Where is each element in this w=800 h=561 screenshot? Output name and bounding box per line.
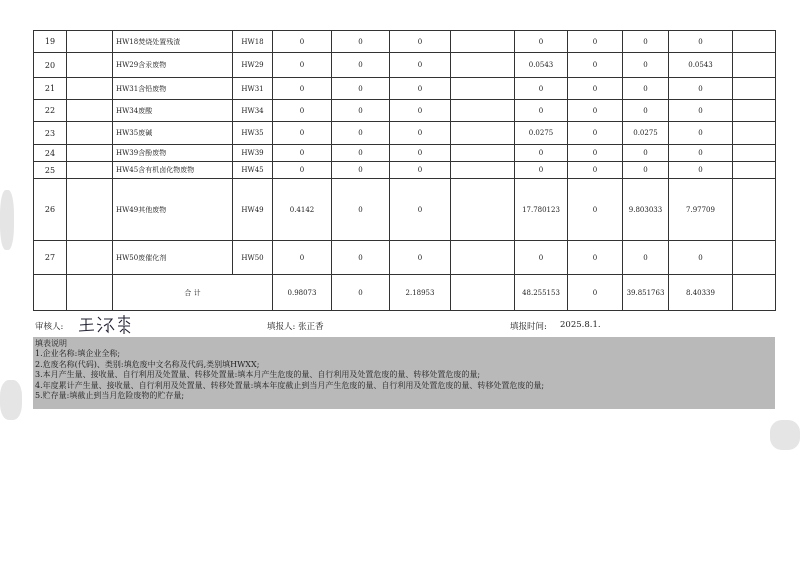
table-row — [34, 241, 776, 275]
waste-name: HW34废酸 — [113, 100, 233, 122]
value-cell — [733, 179, 776, 241]
waste-code: HW29 — [233, 53, 273, 78]
waste-code: HW39 — [233, 145, 273, 162]
value-cell — [451, 179, 515, 241]
blank-cell — [67, 122, 113, 145]
waste-name: HW45含有机卤化物废物 — [113, 162, 233, 179]
row-number: 20 — [34, 53, 67, 78]
value-cell: 0 — [568, 78, 623, 100]
value-cell: 0 — [669, 100, 733, 122]
value-cell: 0 — [273, 78, 332, 100]
value-cell: 0 — [273, 53, 332, 78]
total-value: 0 — [332, 275, 390, 311]
reviewer-label: 审核人: — [35, 322, 64, 332]
blank-cell — [67, 275, 113, 311]
value-cell: 17.780123 — [515, 179, 568, 241]
value-cell: 0 — [623, 78, 669, 100]
value-cell: 0 — [273, 241, 332, 275]
value-cell: 0 — [332, 145, 390, 162]
value-cell — [733, 31, 776, 53]
value-cell: 0 — [568, 162, 623, 179]
total-value: 48.255153 — [515, 275, 568, 311]
waste-name: HW35废碱 — [113, 122, 233, 145]
value-cell — [451, 78, 515, 100]
value-cell: 0 — [332, 179, 390, 241]
row-number: 19 — [34, 31, 67, 53]
waste-code: HW35 — [233, 122, 273, 145]
blank-cell — [67, 241, 113, 275]
blank-cell — [34, 275, 67, 311]
waste-name: HW49其他废物 — [113, 179, 233, 241]
row-number: 25 — [34, 162, 67, 179]
total-value: 8.40339 — [669, 275, 733, 311]
value-cell: 0.0275 — [623, 122, 669, 145]
value-cell: 0 — [390, 53, 451, 78]
blank-cell — [67, 145, 113, 162]
value-cell: 0 — [332, 31, 390, 53]
value-cell: 0 — [568, 241, 623, 275]
value-cell — [451, 162, 515, 179]
total-row — [34, 275, 776, 311]
row-number: 22 — [34, 100, 67, 122]
value-cell: 0 — [273, 100, 332, 122]
value-cell — [733, 122, 776, 145]
blank-cell — [67, 53, 113, 78]
value-cell — [733, 241, 776, 275]
waste-table — [33, 30, 776, 311]
waste-code: HW49 — [233, 179, 273, 241]
value-cell: 0 — [669, 162, 733, 179]
fill-time-label: 填报时间: — [510, 322, 547, 332]
value-cell: 0.0543 — [669, 53, 733, 78]
value-cell — [451, 241, 515, 275]
waste-code: HW18 — [233, 31, 273, 53]
value-cell: 0 — [273, 122, 332, 145]
value-cell: 0 — [390, 100, 451, 122]
value-cell — [451, 53, 515, 78]
value-cell: 0 — [390, 31, 451, 53]
waste-code: HW34 — [233, 100, 273, 122]
value-cell: 0 — [515, 162, 568, 179]
value-cell: 0 — [568, 179, 623, 241]
row-number: 27 — [34, 241, 67, 275]
table-row — [34, 145, 776, 162]
row-number: 26 — [34, 179, 67, 241]
instruction-line: 3.本月产生量、接收量、自行利用及处置量、转移处置量:填本月产生危废的量、自行利用及处置危废的量、转移处置危废的量; — [35, 370, 481, 380]
value-cell — [733, 78, 776, 100]
table-row — [34, 78, 776, 100]
value-cell: 0 — [515, 145, 568, 162]
value-cell: 0 — [623, 100, 669, 122]
instruction-line: 5.贮存量:填截止到当月危险废物的贮存量; — [35, 391, 185, 401]
scan-smudge — [0, 190, 14, 250]
value-cell: 0 — [332, 78, 390, 100]
blank-cell — [67, 100, 113, 122]
value-cell: 0.4142 — [273, 179, 332, 241]
value-cell: 0 — [390, 162, 451, 179]
reviewer-signature — [78, 313, 133, 335]
value-cell: 0 — [669, 145, 733, 162]
total-value — [451, 275, 515, 311]
row-number: 23 — [34, 122, 67, 145]
value-cell — [733, 100, 776, 122]
instruction-line: 1.企业名称:填企业全称; — [35, 349, 121, 359]
blank-cell — [67, 162, 113, 179]
value-cell: 0 — [623, 162, 669, 179]
table-row — [34, 179, 776, 241]
value-cell: 0 — [390, 241, 451, 275]
waste-name: HW18焚烧处置残渣 — [113, 31, 233, 53]
value-cell: 0 — [623, 53, 669, 78]
value-cell: 0 — [390, 78, 451, 100]
value-cell — [733, 53, 776, 78]
value-cell: 0.0543 — [515, 53, 568, 78]
value-cell: 0 — [568, 100, 623, 122]
value-cell: 0 — [669, 31, 733, 53]
value-cell: 0 — [669, 122, 733, 145]
value-cell: 0 — [273, 145, 332, 162]
value-cell: 9.803033 — [623, 179, 669, 241]
blank-cell — [67, 78, 113, 100]
waste-name: HW29含汞废物 — [113, 53, 233, 78]
value-cell: 0 — [568, 122, 623, 145]
instructions-panel — [33, 337, 775, 409]
instructions-title: 填表说明 — [35, 339, 67, 348]
value-cell: 0 — [332, 241, 390, 275]
value-cell — [451, 100, 515, 122]
total-value: 39.851763 — [623, 275, 669, 311]
table-row — [34, 122, 776, 145]
scan-smudge — [770, 420, 800, 450]
value-cell: 7.97709 — [669, 179, 733, 241]
total-value: 0.98073 — [273, 275, 332, 311]
value-cell: 0 — [390, 122, 451, 145]
value-cell: 0 — [515, 100, 568, 122]
total-value: 2.18953 — [390, 275, 451, 311]
waste-name: HW50废催化剂 — [113, 241, 233, 275]
value-cell: 0 — [568, 145, 623, 162]
waste-name: HW39含酚废物 — [113, 145, 233, 162]
value-cell — [451, 122, 515, 145]
value-cell — [451, 145, 515, 162]
total-value — [733, 275, 776, 311]
total-value: 0 — [568, 275, 623, 311]
value-cell: 0 — [669, 78, 733, 100]
value-cell: 0 — [273, 162, 332, 179]
value-cell: 0 — [332, 122, 390, 145]
value-cell: 0 — [623, 145, 669, 162]
value-cell: 0 — [332, 100, 390, 122]
value-cell: 0 — [390, 145, 451, 162]
row-number: 24 — [34, 145, 67, 162]
value-cell — [733, 162, 776, 179]
value-cell — [451, 31, 515, 53]
value-cell: 0 — [623, 31, 669, 53]
value-cell: 0 — [623, 241, 669, 275]
table-row — [34, 162, 776, 179]
value-cell: 0 — [273, 31, 332, 53]
value-cell: 0 — [515, 78, 568, 100]
table-row — [34, 53, 776, 78]
blank-cell — [67, 179, 113, 241]
value-cell: 0 — [332, 162, 390, 179]
total-label: 合 计 — [113, 275, 273, 311]
waste-code: HW45 — [233, 162, 273, 179]
waste-name: HW31含铅废物 — [113, 78, 233, 100]
value-cell: 0 — [390, 179, 451, 241]
waste-code: HW31 — [233, 78, 273, 100]
waste-code: HW50 — [233, 241, 273, 275]
value-cell: 0.0275 — [515, 122, 568, 145]
value-cell: 0 — [515, 241, 568, 275]
scan-smudge — [0, 380, 22, 420]
value-cell: 0 — [568, 31, 623, 53]
row-number: 21 — [34, 78, 67, 100]
fill-time-value: 2025.8.1. — [560, 320, 601, 330]
instruction-line: 4.年度累计产生量、接收量、自行利用及处置量、转移处置量:填本年度截止到当月产生危废的量、自行利用及处置危废的量、转移处置危废的量; — [35, 380, 545, 390]
value-cell: 0 — [568, 53, 623, 78]
value-cell: 0 — [669, 241, 733, 275]
table-row — [34, 31, 776, 53]
value-cell: 0 — [332, 53, 390, 78]
blank-cell — [67, 31, 113, 53]
instruction-line: 2.危废名称(代码)、类别:填危废中文名称及代码,类别填HWXX; — [35, 359, 260, 369]
value-cell: 0 — [515, 31, 568, 53]
value-cell — [733, 145, 776, 162]
filler: 填报人: 张正香 — [267, 322, 324, 332]
table-row — [34, 100, 776, 122]
